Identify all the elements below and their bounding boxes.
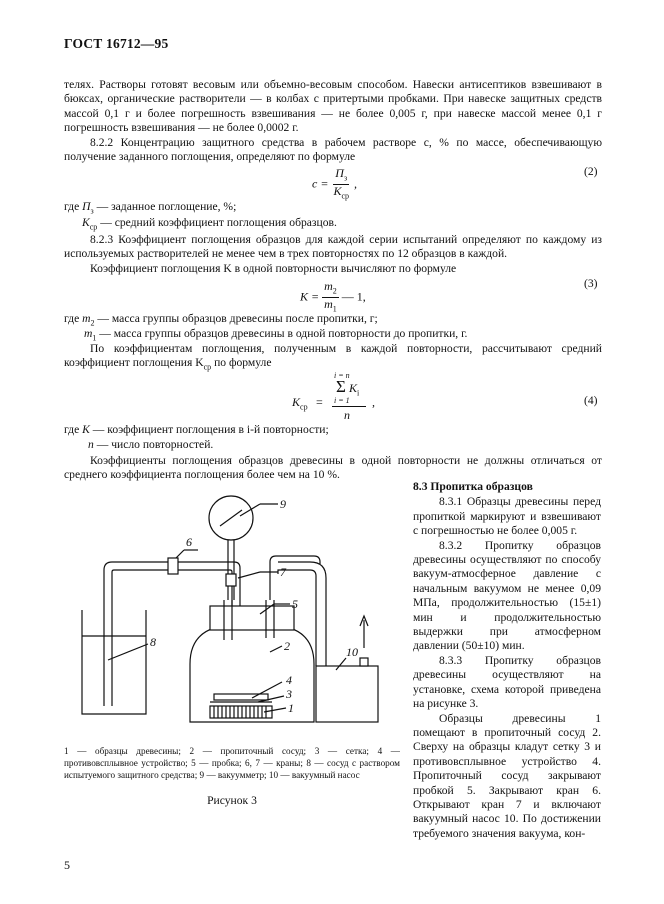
formula-2-numerator: П [335,166,344,180]
formula-3-fraction [322,280,339,316]
leader-1 [264,708,286,712]
leader-7 [238,572,260,578]
label-9: 9 [280,497,286,511]
label-6: 6 [186,535,192,549]
formula-2-numerator-sub: з [343,173,348,183]
label-4: 4 [286,673,292,687]
section-8-2-3-text: 8.2.3 Коэффициент поглощения образцов для каждой серии испытаний определяют по каждому из используемых растворителей не менее чем в трех повторностях по 12 образцов в каждой. [64,233,602,261]
formula-4-lhs-sub: ср [300,402,308,412]
formula-4-sum-symbol: Σ [336,377,346,396]
where-2-symbol-1: П [82,200,91,213]
formula-4-tail: , [372,395,375,409]
where-2-prefix: где [64,200,80,213]
section-8-3-1-text: 8.3.1 Образцы древесины перед пропиткой маркируют и взвешивают с погрешностью не более 0,005 г. [413,495,601,538]
label-8: 8 [150,635,156,649]
solution-vessel-outline [82,610,146,714]
average-text-main: По коэффициентам поглощения, полученным в каждой повторности, рассчитывают средний коэффициент поглощения K [64,342,602,370]
where-4-line-2 [88,438,213,452]
section-8-3-procedure-text: Образцы древесины 1 помещают в пропиточный сосуд 2. Сверху на образцы кладут сетку 3 и противовсплывное устройство 4. Пропиточный сосуд закрывают пробкой 5. Закрывают кран 6. Открывают кран 7 и включают вакуумный насос 10. По достижении требуемого значения вакуума, кон- [413,711,601,840]
formula-4-lhs [292,395,308,411]
where-4-prefix: где [64,423,80,436]
where-2-symbol-2-sub: ср [89,222,98,232]
formula-4-denominator: n [344,408,350,422]
figure-caption: 1 — образцы древесины; 2 — пропиточный сосуд; 3 — сетка; 4 — противовсплывное устройство; 5 — пробка; 6, 7 — краны; 8 — сосуд с раствором испытуемого защитного средства; 9 — вакуумметр; 10 — вакуумный насос [64,746,400,780]
formula-2-denominator: K [333,184,342,199]
formula-3-denominator: m [324,297,333,312]
section-8-3-heading: 8.3 Пропитка образцов [413,480,533,493]
section-8-2-2-text: 8.2.2 Концентрацию защитного средства в рабочем растворе c, % по массе, обеспечивающую получение заданного поглощения, определяют по формуле [64,136,602,164]
closing-paragraph: Коэффициенты поглощения образцов древесины в одной повторности не должны отличаться от среднего коэффициента поглощения более чем на 10 %. [64,454,602,482]
leader-4 [252,682,282,698]
where-4-line-1 [64,423,329,437]
formula-3-tail: — 1, [341,289,366,304]
label-2: 2 [284,639,290,653]
formula-4-fraction-bar [332,406,366,407]
formula-2-denominator-sub: ср [341,191,350,201]
leader-6 [176,550,184,558]
label-1: 1 [288,701,294,715]
figure-title: Рисунок 3 [207,794,257,807]
formula-4-sum-var-sub: i [357,388,360,398]
where-3-text-2: — масса группы образцов древесины в одной повторности до пропитки, г. [99,327,468,340]
formula-3-numerator-sub: 2 [332,286,337,296]
formula-4-sum-bottom: i = 1 [334,396,350,405]
formula-2-lhs: c = [312,176,329,191]
where-3-symbol-1-sub: 2 [90,318,95,328]
vacuum-pump-outlet [360,658,368,666]
formula-3 [300,280,366,316]
page-number: 5 [64,858,70,872]
leader-8 [108,644,148,660]
valve-7-body [226,574,236,586]
where-2-text-1: — заданное поглощение, %; [96,200,237,213]
where-3-symbol-2-sub: 1 [92,333,97,343]
section-8-2-3-formula-intro: Коэффициент поглощения K в одной повторности вычисляют по формуле [90,262,457,275]
where-2-symbol-2: K [82,216,90,229]
where-4-text-1: — коэффициент поглощения в i-й повторности; [92,423,329,436]
formula-4-sum-var [349,381,359,397]
label-3: 3 [286,687,292,701]
page-header: ГОСТ 16712—95 [64,36,169,51]
valve-6-body [168,558,178,574]
where-3-symbol-2: m [84,327,93,340]
stopper-outline [210,606,294,630]
anti-float-device [214,694,268,700]
formula-4-lhs-symbol: K [292,395,301,409]
where-3-text-1: — масса группы образцов древесины после пропитки, г; [97,312,378,325]
section-8-3-2-text: 8.3.2 Пропитку образцов древесины осуществляют по способу вакуум-атмосферное давление с начальным вакуумом не менее 0,09 МПа, продолжительностью (15±1) мин и продолжительностью выдержки при атмосферном давлении (50±10) мин. [413,538,601,653]
where-3-prefix: где [64,312,80,325]
label-7: 7 [280,565,286,579]
formula-4-equals: = [316,395,323,409]
label-10: 10 [346,645,358,659]
formula-2-number: (2) [584,165,598,178]
formula-3-number: (3) [584,277,598,290]
formula-3-denominator-sub: 1 [332,304,337,314]
leader-3 [258,696,284,702]
formula-2 [312,167,357,203]
formula-3-lhs: K = [300,289,320,304]
label-5: 5 [292,597,298,611]
where-4-symbol-1: K [82,423,90,436]
formula-4 [292,371,382,421]
average-text-tail: по формуле [214,356,272,370]
where-2-symbol-1-sub: з [90,206,94,216]
leader-2 [270,646,282,652]
formula-3-numerator: m [324,279,333,293]
formula-2-tail: , [354,176,358,191]
where-3-symbol-1: m [82,312,91,325]
vacuum-pump-body [316,666,378,722]
formula-2-fraction [331,167,351,203]
suction-tube-outer [104,562,240,706]
average-text-sub: ср [203,362,212,372]
impregnation-setup-diagram [64,488,400,740]
where-4-symbol-2: n [88,438,94,451]
suction-tube-inner [112,570,232,706]
where-4-text-2: — число повторностей. [96,438,214,451]
formula-4-number: (4) [584,394,598,407]
section-8-3-3-text: 8.3.3 Пропитку образцов древесины осуществляют на установке, схема которой приведена на рисунке 3. [413,653,601,711]
formula-4-sum-top: i = n [334,371,350,380]
intro-paragraph: телях. Растворы готовят весовым или объемно-весовым способом. Навески антисептиков взвешивают в бюксах, органические растворители — в колбах с притертыми пробками. При навеске защитных средств массой 0,1 г и более погрешность взвешивания — не более 0,005 г, при навеске массой менее 0,1 г погрешность взвешивания — не более 0,0002 г. [64,78,602,135]
section-8-3-column [413,480,601,841]
formula-4-sum-var-symbol: K [349,381,358,395]
wood-samples [210,706,272,718]
where-2-text-2: — средний коэффициент поглощения образцов. [100,216,337,229]
where-2-line-2 [82,216,337,235]
